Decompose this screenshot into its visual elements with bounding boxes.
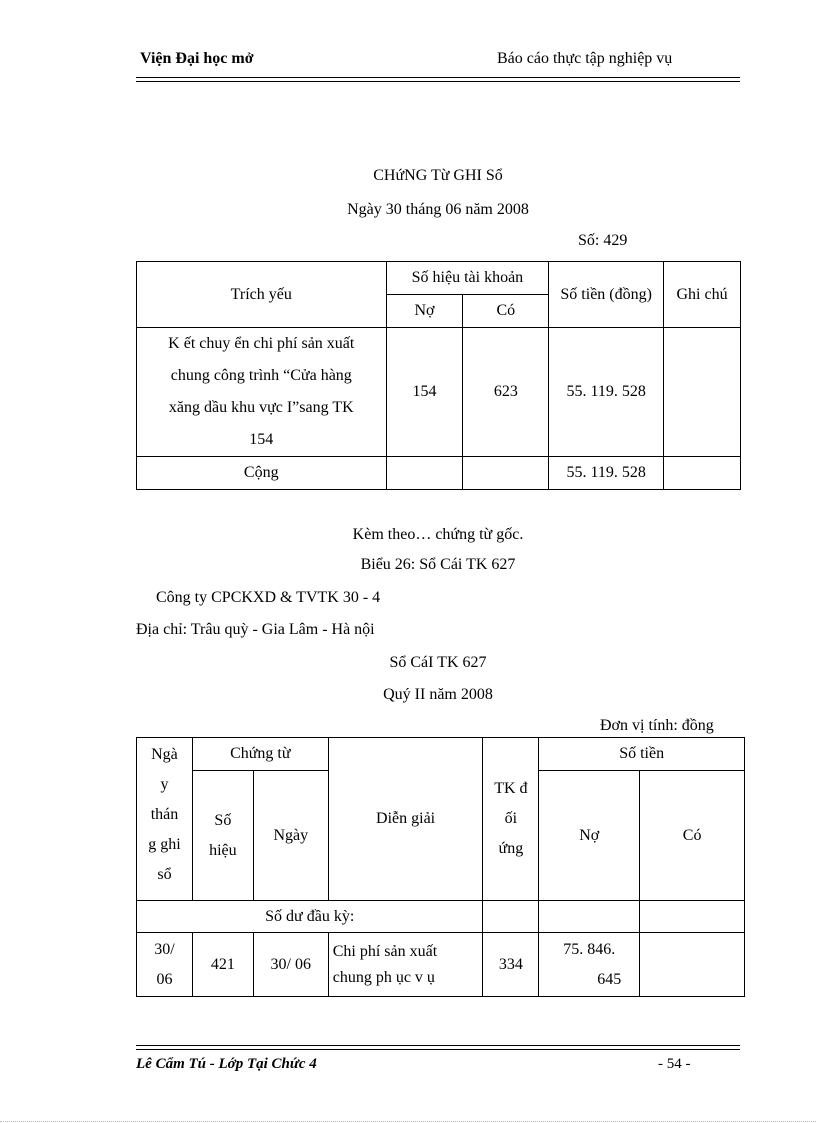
voucher-number: Số: 429 xyxy=(578,232,628,249)
cell-line: Chi phí sản xuất xyxy=(332,942,438,960)
header-report-title: Báo cáo thực tập nghiệp vụ xyxy=(497,50,673,67)
row-note xyxy=(664,328,741,457)
ledger-title: Sổ CáI TK 627 xyxy=(389,654,487,671)
col-contra-header xyxy=(483,738,539,901)
header-line: thán xyxy=(150,806,179,823)
row-credit: 623 xyxy=(463,328,549,457)
total-label: Cộng xyxy=(137,457,387,490)
cell-line: 75. 846. xyxy=(563,940,616,958)
col-date-header xyxy=(137,738,193,901)
attached-note: Kèm theo… chứng từ gốc. xyxy=(352,526,524,543)
voucher-date: Ngày 30 tháng 06 năm 2008 xyxy=(347,201,529,218)
header-rule-bottom xyxy=(136,81,740,82)
row-contra: 334 xyxy=(483,933,539,997)
table-row xyxy=(137,328,741,457)
row-credit xyxy=(640,933,745,997)
company-name: Công ty CPCKXD & TVTK 30 - 4 xyxy=(156,589,381,606)
row-voucher-no: 421 xyxy=(192,933,253,997)
page-edge-divider xyxy=(0,1121,816,1122)
header-institution: Viện Đại học mở xyxy=(140,50,254,67)
table-row xyxy=(137,933,745,997)
row-debit: 154 xyxy=(386,328,463,457)
company-address: Địa chỉ: Trâu quỳ - Gia Lâm - Hà nội xyxy=(136,621,375,638)
ledger-period: Quý II năm 2008 xyxy=(383,686,493,703)
cell-line: 06 xyxy=(156,970,173,988)
header-line: hiệu xyxy=(209,841,237,859)
footer-rule-bottom xyxy=(136,1049,740,1050)
total-row xyxy=(137,457,741,490)
empty-cell xyxy=(463,457,549,490)
footer-author: Lê Cẩm Tú - Lớp Tại Chức 4 xyxy=(136,1056,317,1072)
col-voucher-date-header: Ngày xyxy=(253,771,328,901)
summary-line: chung công trình “Cửa hàng xyxy=(170,367,352,384)
page-number: - 54 - xyxy=(658,1056,691,1072)
col-voucher-header: Chứng từ xyxy=(192,738,328,771)
voucher-title: CHứNG Từ GHI Sổ xyxy=(373,167,503,184)
empty-cell xyxy=(386,457,463,490)
empty-cell xyxy=(664,457,741,490)
opening-balance-label: Số dư đầu kỳ: xyxy=(137,901,483,933)
row-description xyxy=(328,933,483,997)
row-amount: 55. 119. 528 xyxy=(549,328,664,457)
figure-caption: Biểu 26: Sổ Cái TK 627 xyxy=(360,556,516,573)
row-debit xyxy=(539,933,640,997)
footer-rule-top xyxy=(136,1045,740,1046)
col-note-header: Ghi chú xyxy=(664,262,741,328)
empty-cell xyxy=(539,901,640,933)
row-summary xyxy=(137,328,387,457)
row-date xyxy=(137,933,193,997)
summary-line: xăng dầu khu vực I”sang TK xyxy=(168,399,354,416)
empty-cell xyxy=(640,901,745,933)
row-voucher-date: 30/ 06 xyxy=(253,933,328,997)
cell-line: 645 xyxy=(597,970,622,988)
col-amount-header: Số tiền xyxy=(539,738,745,771)
empty-cell xyxy=(483,901,539,933)
col-credit-header: Có xyxy=(640,771,745,901)
col-voucher-no-header xyxy=(192,771,253,901)
summary-line: K ết chuy ển chi phí sản xuất xyxy=(168,335,355,352)
cell-line: 30/ xyxy=(154,940,175,958)
col-summary-header: Trích yếu xyxy=(137,262,387,328)
header-rule-top xyxy=(136,77,740,78)
col-desc-header: Diễn giải xyxy=(328,738,483,901)
total-amount: 55. 119. 528 xyxy=(549,457,664,490)
header-line: ứng xyxy=(498,840,524,857)
header-line: sổ xyxy=(157,866,172,883)
col-credit-header: Có xyxy=(463,295,549,328)
col-debit-header: Nợ xyxy=(539,771,640,901)
header-line: g ghi xyxy=(148,836,181,853)
col-amount-header: Số tiền (đồng) xyxy=(549,262,664,328)
ledger-table xyxy=(136,737,745,997)
header-line: TK đ xyxy=(494,780,528,797)
header-line: Số xyxy=(214,811,232,829)
opening-row xyxy=(137,901,745,933)
col-debit-header: Nợ xyxy=(386,295,463,328)
unit-label: Đơn vị tính: đồng xyxy=(600,717,714,734)
cell-line: chung ph ục v ụ xyxy=(332,968,435,986)
voucher-table xyxy=(136,261,741,490)
col-account-header: Số hiệu tài khoản xyxy=(386,262,549,295)
header-line: y xyxy=(160,776,169,793)
header-line: Ngà xyxy=(151,746,178,763)
summary-line: 154 xyxy=(249,431,274,448)
header-line: ối xyxy=(504,810,518,827)
